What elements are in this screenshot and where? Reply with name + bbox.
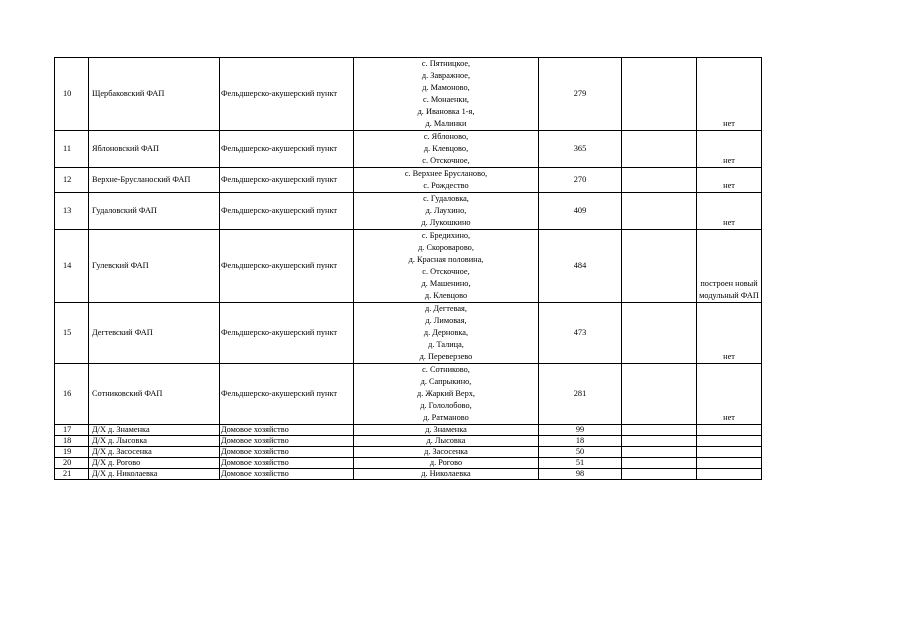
row-number-cell: 21: [55, 469, 89, 480]
facility-type-cell: Домовое хозяйство: [220, 458, 354, 469]
table-row: [55, 168, 762, 193]
villages-cell: [354, 458, 539, 469]
village-name: д. Засосенка: [424, 447, 468, 456]
row-number-cell: 18: [55, 436, 89, 447]
facility-type-cell: Фельдшерско-акушерский пункт: [220, 193, 354, 230]
facility-type-cell: Фельдшерско-акушерский пункт: [220, 58, 354, 131]
village-name: д. Жаркий Верх,: [416, 389, 475, 398]
empty-cell: [622, 230, 697, 303]
village-name: с. Гудаловка,: [423, 194, 469, 203]
village-name: с. Монаенки,: [423, 95, 469, 104]
table-row: [55, 193, 762, 230]
note-cell: нет: [697, 168, 762, 193]
empty-cell: [622, 458, 697, 469]
table-row: [55, 230, 762, 303]
village-name: д. Лаухино,: [425, 206, 467, 215]
facility-type-cell: Домовое хозяйство: [220, 447, 354, 458]
note-cell: нет: [697, 303, 762, 364]
empty-cell: [622, 447, 697, 458]
table-row: [55, 447, 762, 458]
table-row: [55, 131, 762, 168]
table-row: [55, 458, 762, 469]
village-name: д. Знаменка: [425, 425, 467, 434]
population-cell: 484: [539, 230, 622, 303]
population-cell: 270: [539, 168, 622, 193]
note-cell: построен новый модульный ФАП: [697, 230, 762, 303]
note-cell: нет: [697, 131, 762, 168]
facility-name-cell: Щербаковский ФАП: [89, 58, 220, 131]
table-row: [55, 58, 762, 131]
population-cell: 98: [539, 469, 622, 480]
villages-cell: [354, 469, 539, 480]
village-name: с. Пятницкое,: [421, 59, 471, 68]
villages-cell: [354, 58, 539, 131]
population-cell: 473: [539, 303, 622, 364]
village-name: д. Ивановка 1-я,: [417, 107, 475, 116]
village-name: с. Отскочное,: [422, 267, 470, 276]
village-name: д. Машенино,: [421, 279, 471, 288]
facility-name-cell: Гулевский ФАП: [89, 230, 220, 303]
row-number-cell: 17: [55, 425, 89, 436]
row-number-cell: 16: [55, 364, 89, 425]
facility-type-cell: Фельдшерско-акушерский пункт: [220, 230, 354, 303]
note-cell: [697, 425, 762, 436]
village-name: д. Клевцово,: [423, 144, 469, 153]
table-row: [55, 303, 762, 364]
facilities-table-body: [55, 58, 762, 480]
note-cell: нет: [697, 364, 762, 425]
facility-name-cell: Сотниковский ФАП: [89, 364, 220, 425]
village-name: с. Яблоново,: [423, 132, 469, 141]
empty-cell: [622, 303, 697, 364]
row-number-cell: 14: [55, 230, 89, 303]
empty-cell: [622, 168, 697, 193]
village-name: с. Бредихино,: [421, 231, 471, 240]
villages-cell: [354, 303, 539, 364]
facility-name-cell: Дегтевский ФАП: [89, 303, 220, 364]
village-name: д. Дегтевая,: [425, 304, 467, 313]
population-cell: 281: [539, 364, 622, 425]
facility-type-cell: Фельдшерско-акушерский пункт: [220, 303, 354, 364]
village-name: д. Лысовка: [426, 436, 466, 445]
villages-cell: [354, 230, 539, 303]
population-cell: 50: [539, 447, 622, 458]
note-cell: нет: [697, 193, 762, 230]
villages-cell: [354, 193, 539, 230]
note-cell: нет: [697, 58, 762, 131]
village-name: д. Гололобово,: [420, 401, 472, 410]
note-cell: [697, 447, 762, 458]
table-row: [55, 425, 762, 436]
row-number-cell: 13: [55, 193, 89, 230]
empty-cell: [622, 193, 697, 230]
facility-type-cell: Домовое хозяйство: [220, 425, 354, 436]
facility-name-cell: Гудаловский ФАП: [89, 193, 220, 230]
village-name: д. Рогово: [429, 458, 463, 467]
note-cell: [697, 436, 762, 447]
row-number-cell: 19: [55, 447, 89, 458]
village-name: д. Скороварово,: [418, 243, 474, 252]
villages-cell: [354, 425, 539, 436]
village-name: д. Талица,: [428, 340, 464, 349]
note-cell: [697, 458, 762, 469]
village-name: д. Сапрыкино,: [420, 377, 472, 386]
village-name: д. Мамоново,: [422, 83, 470, 92]
villages-cell: [354, 131, 539, 168]
village-name: д. Лимовая,: [425, 316, 467, 325]
facility-type-cell: Фельдшерско-акушерский пункт: [220, 131, 354, 168]
population-cell: 409: [539, 193, 622, 230]
empty-cell: [622, 58, 697, 131]
village-name: д. Николаевка: [421, 469, 471, 478]
empty-cell: [622, 364, 697, 425]
empty-cell: [622, 425, 697, 436]
population-cell: 279: [539, 58, 622, 131]
note-cell: [697, 469, 762, 480]
village-name: д. Дерновка,: [423, 328, 469, 337]
villages-cell: [354, 364, 539, 425]
villages-cell: [354, 168, 539, 193]
table-row: [55, 364, 762, 425]
facility-type-cell: Домовое хозяйство: [220, 436, 354, 447]
table-row: [55, 436, 762, 447]
row-number-cell: 11: [55, 131, 89, 168]
population-cell: 99: [539, 425, 622, 436]
population-cell: 18: [539, 436, 622, 447]
population-cell: 365: [539, 131, 622, 168]
empty-cell: [622, 131, 697, 168]
village-name: д. Переверзево: [419, 352, 473, 361]
facility-type-cell: Домовое хозяйство: [220, 469, 354, 480]
population-cell: 51: [539, 458, 622, 469]
villages-cell: [354, 436, 539, 447]
village-name: д. Клевцово: [424, 291, 468, 300]
facility-type-cell: Фельдшерско-акушерский пункт: [220, 168, 354, 193]
facilities-table: [54, 57, 762, 480]
facility-type-cell: Фельдшерско-акушерский пункт: [220, 364, 354, 425]
empty-cell: [622, 469, 697, 480]
row-number-cell: 20: [55, 458, 89, 469]
village-name: с. Сотниково,: [422, 365, 470, 374]
villages-cell: [354, 447, 539, 458]
empty-cell: [622, 436, 697, 447]
facility-name-cell: Д/Х д. Николаевка: [89, 469, 220, 480]
table-row: [55, 469, 762, 480]
facility-name-cell: Верхне-Брусланоский ФАП: [89, 168, 220, 193]
village-name: с. Рождество: [423, 181, 469, 190]
facility-name-cell: Яблоновский ФАП: [89, 131, 220, 168]
row-number-cell: 10: [55, 58, 89, 131]
village-name: д. Завражное,: [421, 71, 471, 80]
facility-name-cell: Д/Х д. Лысовка: [89, 436, 220, 447]
row-number-cell: 15: [55, 303, 89, 364]
village-name: с. Верхнее Брусланово,: [404, 169, 488, 178]
village-name: д. Красная половина,: [408, 255, 484, 264]
village-name: с. Отскочное,: [422, 156, 470, 165]
row-number-cell: 12: [55, 168, 89, 193]
facility-name-cell: Д/Х д. Засосенка: [89, 447, 220, 458]
facility-name-cell: Д/Х д. Рогово: [89, 458, 220, 469]
village-name: д. Малинки: [425, 119, 467, 128]
village-name: д. Ратманово: [423, 413, 469, 422]
village-name: д. Лукошкино: [421, 218, 471, 227]
facility-name-cell: Д/Х д. Знаменка: [89, 425, 220, 436]
